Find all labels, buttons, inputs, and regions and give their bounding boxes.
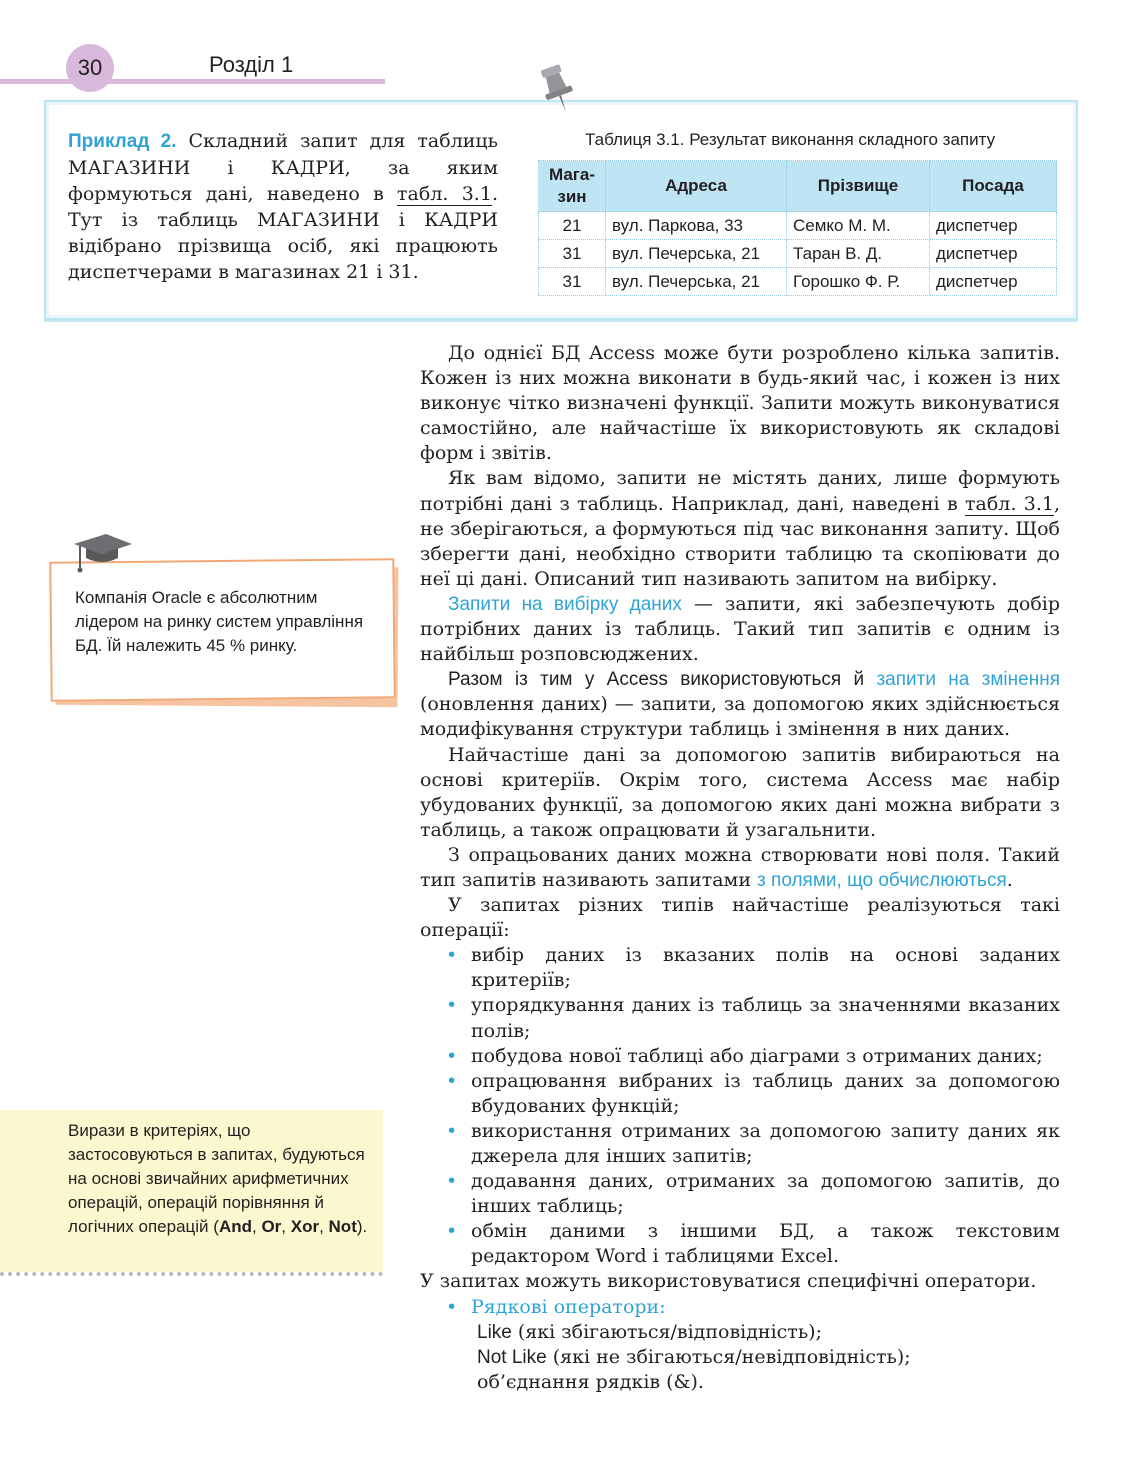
note-dotted-divider (0, 1272, 383, 1276)
note-oracle-text: Компанія Oracle є абсолютним лідером на ринку систем управління БД. Їй належить 45 % ринку. (75, 588, 364, 655)
note-expr-end: ). (356, 1217, 368, 1236)
term-select-queries: Запити на вибірку даних (448, 593, 682, 615)
table-cell: диспетчер (930, 240, 1057, 268)
list-item: • додавання даних, отриманих за допомогою запитів, до інших таблиць; (420, 1169, 1060, 1219)
list-item: • упорядкування даних із таблиць за значеннями вказаних полів; (420, 993, 1060, 1043)
operator-and: And (218, 1217, 252, 1236)
example-lead: Приклад 2. (68, 131, 177, 152)
table-cell: 31 (539, 240, 606, 268)
table-cell: Таран В. Д. (787, 240, 930, 268)
column-header-address: Адреса (606, 161, 787, 212)
note-expr-body: Вирази в критеріях, що застосовуються в запитах, будуються на основі звичайних арифметичних операцій, операцій порівняння й логічних операцій ( (68, 1121, 365, 1236)
paragraph-6 (420, 843, 1060, 893)
table-caption: Таблиця 3.1. Результат виконання складного запиту (585, 130, 996, 149)
table-row (539, 212, 1057, 240)
paragraph-8: У запитах можуть використовуватися специфічні оператори. (420, 1270, 1037, 1293)
table-cell: 31 (539, 268, 606, 296)
header-rule (0, 79, 385, 84)
paragraph-5: Найчастіше дані за допомогою запитів вибираються на основі критеріїв. Окрім того, система Access має набір убудованих функції, за допомогою яких дані можна вибрати з таблиць, а також опрацювати й узагальнити. (420, 743, 1060, 841)
table-cell: вул. Печерська, 21 (606, 240, 787, 268)
table-reference-link-body[interactable]: табл. 3.1 (965, 492, 1054, 515)
paragraph-7: У запитах різних типів найчастіше реалізуються такі операції: (420, 894, 1060, 942)
list-item: • побудова нової таблиці або діаграми з отриманих даних; (420, 1044, 1060, 1069)
operator-concat (420, 1370, 1060, 1395)
example-paragraph (68, 128, 498, 285)
operator-not-like-name: Not Like (477, 1346, 547, 1368)
paragraph-6-end: . (1006, 868, 1013, 891)
paragraph-2-end: , не зберігаються, а формуються під час виконання запиту. Щоб зберегти дані, необхідно створити таблицю та скопіювати до неї ці дані. Описаний тип називають запитом на вибірку. (420, 492, 1060, 590)
graduation-cap-icon (72, 532, 134, 574)
table-cell: Горошко Ф. Р. (787, 268, 930, 296)
paragraph-4-end: (оновлення даних) — запити, за допомогою яких здійснюється модифікування структури таблиць і змінення в них даних. (420, 693, 1060, 741)
pushpin-icon (536, 64, 580, 116)
main-text (420, 341, 1060, 1395)
separator: , (319, 1217, 329, 1236)
paragraph-6-start: З опрацьованих даних можна створювати нові поля. Такий тип запитів називають запитами (420, 843, 1060, 891)
table-cell: вул. Печерська, 21 (606, 268, 787, 296)
paragraph-1: До однієї БД Access може бути розроблено кілька запитів. Кожен із них можна виконати в будь-який час, і кожен із них виконує чітко визначені функції. Запити можуть виконуватися самостійно, але найчастіше їх використовують як складові форм і звітів. (420, 342, 1060, 465)
table-row (539, 268, 1057, 296)
paragraph-3-text: — запити, які забезпечують добір потрібних даних із таблиць. Такий тип запитів є одним із найбільш розповсюджених. (420, 592, 1060, 666)
term-change-queries: запити на змінення (876, 669, 1060, 691)
example-text-1: Складний запит для таблиць МАГАЗИНИ і КАДРИ, за яким формуються дані, наведено в (68, 130, 498, 205)
section-title: Розділ 1 (209, 52, 294, 77)
table-cell: Семко М. М. (787, 212, 930, 240)
note-expressions-text (68, 1119, 368, 1239)
page-number: 30 (77, 55, 103, 80)
table-cell: диспетчер (930, 268, 1057, 296)
operator-not: Not (328, 1217, 357, 1236)
separator: , (281, 1217, 291, 1236)
paragraph-3 (420, 592, 1060, 667)
string-operators-title: • Рядкові оператори: (420, 1295, 1060, 1320)
operator-not-like-desc: (які не збігаються/невідповідність); (546, 1345, 911, 1368)
paragraph-4 (420, 667, 1060, 742)
list-item: • вибір даних із вказаних полів на основі заданих критеріїв; (420, 943, 1060, 993)
result-table (538, 160, 1057, 296)
paragraph-2-start: Як вам відомо, запити не містять даних, лише формують потрібні дані з таблиць. Наприклад, дані, наведені в (420, 467, 1060, 515)
column-header-store: Мага- зин (539, 161, 606, 212)
operator-not-like (420, 1345, 1060, 1370)
term-calculated-fields: з полями, що обчислюються (757, 869, 1007, 891)
table-header-row (539, 161, 1057, 212)
operator-like-name: Like (477, 1321, 512, 1343)
table-row (539, 240, 1057, 268)
operator-concat-text: об’єднання рядків (&). (477, 1370, 704, 1393)
list-item: • опрацювання вибраних із таблиць даних за допомогою вбудованих функцій; (420, 1069, 1060, 1119)
operator-xor: Xor (290, 1217, 320, 1236)
list-item: • використання отриманих за допомогою запиту даних як джерела для інших запитів; (420, 1119, 1060, 1169)
operator-like-desc: (які збігаються/відповідність); (511, 1320, 822, 1343)
table-reference-link[interactable]: табл. 3.1 (397, 183, 492, 205)
string-operators-list (420, 1295, 1060, 1320)
example-text-2: . Тут із таблиць МАГАЗИНИ і КАДРИ відібрано прізвища осіб, які працюють диспетчерами в магазинах 21 і 31. (68, 183, 498, 283)
operator-or: Or (261, 1217, 282, 1236)
operations-list (420, 943, 1060, 1269)
operator-like (420, 1320, 1060, 1345)
separator: , (251, 1217, 262, 1236)
table-cell: диспетчер (930, 212, 1057, 240)
table-cell: вул. Паркова, 33 (606, 212, 787, 240)
column-header-surname: Прізвище (787, 161, 930, 212)
paragraph-4-start: Разом із тим у Access використовуються й (448, 669, 877, 691)
list-item: • обмін даними з іншими БД, а також текстовим редактором Word і таблицями Excel. (420, 1219, 1060, 1269)
column-header-position: Посада (930, 161, 1057, 212)
table-cell: 21 (539, 212, 606, 240)
paragraph-2 (420, 466, 1060, 591)
